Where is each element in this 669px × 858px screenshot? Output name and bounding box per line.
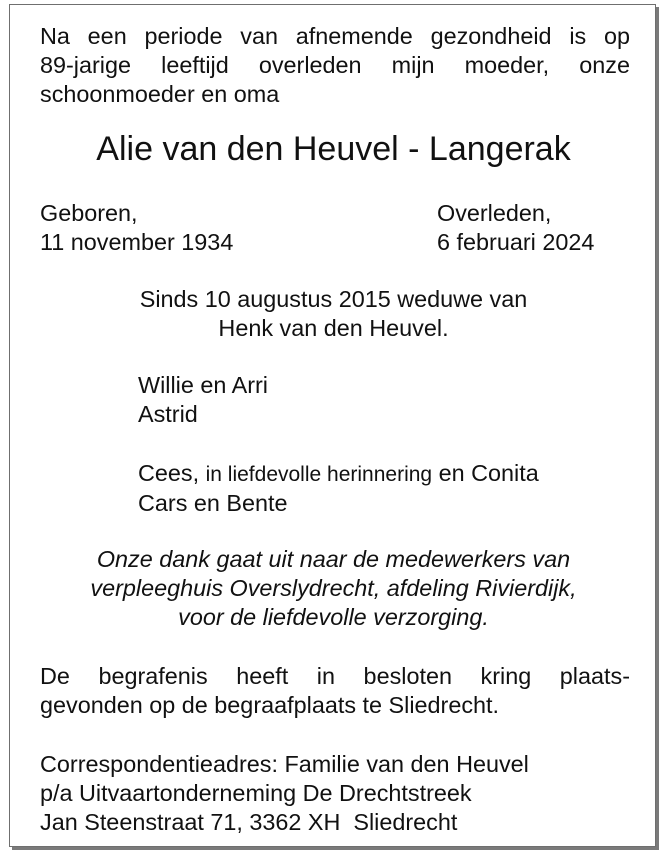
- correspondence-line-1: Correspondentieadres: Familie van den Heuvel: [40, 751, 529, 777]
- memory-note: in liefdevolle herinnering: [205, 463, 433, 486]
- correspondence-block: [40, 750, 529, 837]
- correspondence-line-2: p/a Uitvaartonderneming De Drechtstreek: [40, 780, 472, 806]
- widow-line-2: Henk van den Heuvel.: [218, 315, 449, 341]
- widow-block: [10, 285, 657, 343]
- family-member-cees: Cees,: [138, 460, 200, 486]
- correspondence-line-3: Jan Steenstraat 71, 3362 XH Sliedrecht: [40, 809, 458, 835]
- born-label: Geboren,: [40, 200, 138, 226]
- thanks-paragraph: [10, 545, 657, 632]
- family-member-cars-bente: Cars en Bente: [138, 490, 288, 516]
- family-member-willie-arri: Willie en Arri: [138, 372, 268, 398]
- intro-line-2: 89-jarige leeftijd overleden mijn moeder, onze: [40, 52, 630, 78]
- thanks-line-2: verpleeghuis Overslydrecht, afdeling Rivierdijk,: [90, 575, 577, 601]
- died-date: 6 februari 2024: [437, 229, 595, 255]
- thanks-line-3: voor de liefdevolle verzorging.: [178, 604, 489, 630]
- family-member-astrid: Astrid: [138, 401, 198, 427]
- funeral-paragraph: [40, 662, 630, 720]
- born-date: 11 november 1934: [40, 229, 234, 255]
- family-member-conita: en Conita: [438, 460, 539, 486]
- thanks-line-1: Onze dank gaat uit naar de medewerkers van: [96, 546, 571, 572]
- died-block: [437, 199, 594, 257]
- death-notice-card: [9, 4, 656, 847]
- funeral-line-2: gevonden op de begraafplaats te Sliedrecht.: [40, 692, 500, 718]
- family-group-1: [138, 371, 268, 429]
- family-group-2: [138, 459, 539, 518]
- widow-line-1: Sinds 10 augustus 2015 weduwe van: [139, 286, 528, 312]
- intro-paragraph: [40, 22, 630, 109]
- deceased-name: Alie van den Heuvel - Langerak: [96, 130, 571, 168]
- funeral-line-1: De begrafenis heeft in besloten kring plaats-: [40, 663, 630, 689]
- intro-line-3: schoonmoeder en oma: [40, 81, 280, 107]
- family-member-cees-line: [138, 459, 539, 489]
- born-block: [40, 199, 233, 257]
- intro-line-1: Na een periode van afnemende gezondheid is op: [40, 23, 630, 49]
- died-label: Overleden,: [437, 200, 552, 226]
